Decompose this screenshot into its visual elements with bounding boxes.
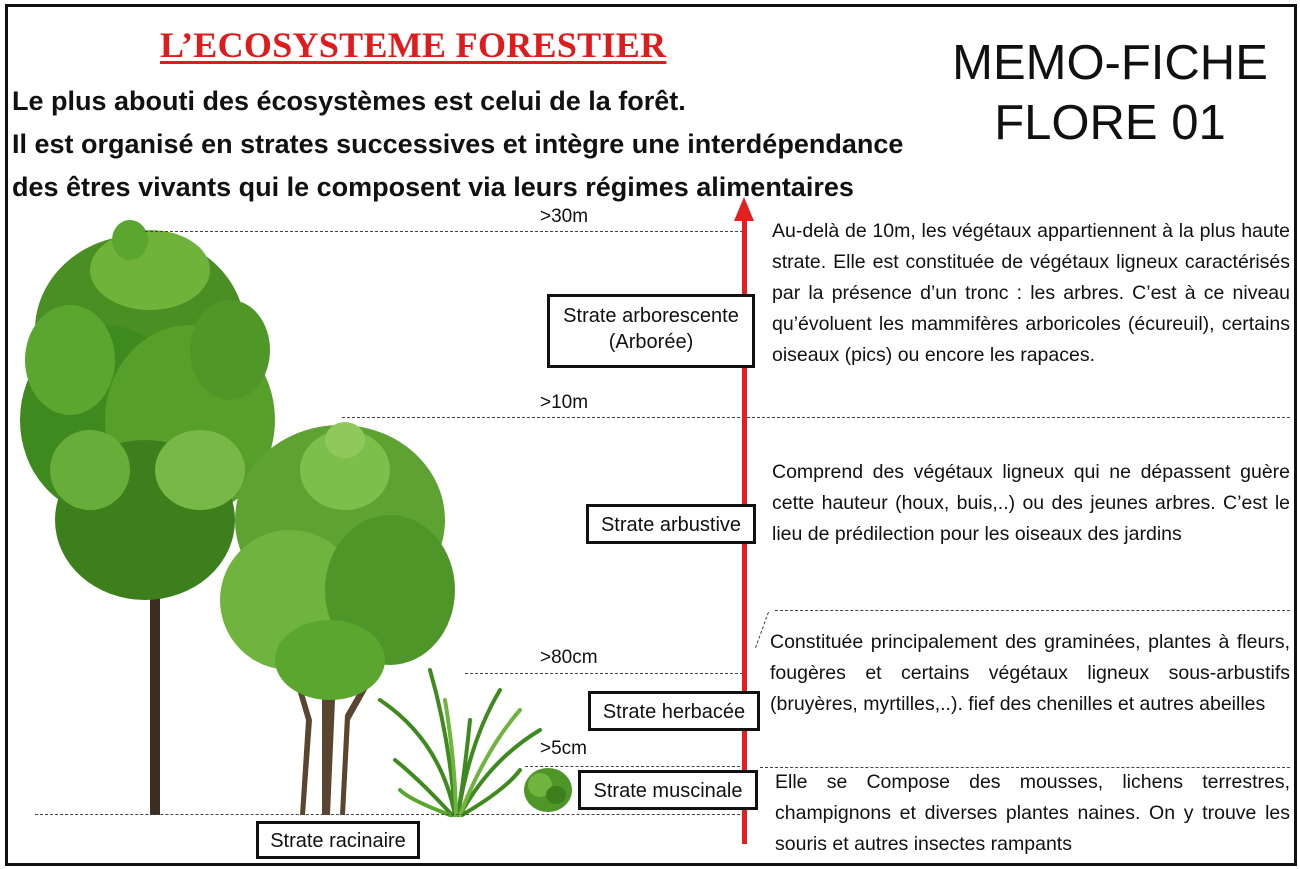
desc-arbustive: Comprend des végétaux ligneux qui ne dépassent guère cette hauteur (houx, buis,..) ou des jeunes arbres. C’est le lieu de prédilection pour les oiseaux des jardins (772, 461, 1290, 545)
strate-arborescente-box (547, 294, 755, 368)
moss-icon (524, 768, 572, 812)
strate-arborescente-label: Strate arborescente (563, 305, 739, 327)
level-line-30m (145, 231, 743, 232)
level-line-10m (342, 417, 1290, 418)
level-10m: >10m (540, 392, 589, 413)
strate-herbacee-box (588, 691, 760, 731)
intro-line-1: Le plus abouti des écosystèmes est celui de la forêt. (12, 86, 686, 116)
strate-arbustive-label: Strate arbustive (600, 514, 742, 536)
strate-muscinale-label: Strate muscinale (593, 780, 743, 802)
level-30m: >30m (540, 206, 589, 227)
memo-line-2: FLORE 01 (994, 96, 1226, 150)
arrow-up-icon (734, 197, 754, 221)
strate-herbacee-label: Strate herbacée (602, 701, 746, 723)
shrub-icon (220, 422, 455, 815)
memo-line-1: MEMO-FICHE (952, 36, 1268, 90)
desc-arborescente: Au-delà de 10m, les végétaux appartiennent à la plus haute strate. Elle est constituée de végétaux ligneux caractérisés par la présence d’un tronc : les arbres. C’est à ce niveau qu’évoluent les mammifères arboricoles (écureuil), certains oiseaux (pics) ou encore les rapaces. (772, 220, 1290, 366)
level-line-ground (35, 814, 745, 815)
strate-arborescente-sublabel: (Arborée) (608, 331, 694, 353)
strate-arbustive-box (586, 504, 756, 544)
strate-muscinale-box (578, 770, 758, 810)
strate-racinaire-box (256, 821, 420, 859)
level-line-5cm (525, 766, 745, 767)
level-5cm: >5cm (540, 738, 587, 759)
intro-line-3: des êtres vivants qui le composent via leurs régimes alimentaires (12, 172, 854, 202)
grass-icon (380, 670, 540, 815)
strate-racinaire-label: Strate racinaire (270, 830, 406, 852)
page-title: L’ECOSYSTEME FORESTIER (160, 25, 667, 65)
intro-line-2: Il est organisé en strates successives et intègre une interdépendance (12, 129, 904, 159)
desc-herbacee: Constituée principalement des graminées, plantes à fleurs, fougères et certains végétaux ligneux sous-arbustifs (bruyères, myrtilles,..). fief des chenilles et autres abeilles (770, 631, 1290, 715)
level-80cm: >80cm (540, 647, 598, 668)
desc-muscinale: Elle se Compose des mousses, lichens terrestres, champignons et diverses plantes naines. On y trouve les souris et autres insectes rampants (775, 771, 1290, 855)
level-line-80cm (465, 673, 743, 674)
herbacee-top-line (775, 610, 1290, 611)
